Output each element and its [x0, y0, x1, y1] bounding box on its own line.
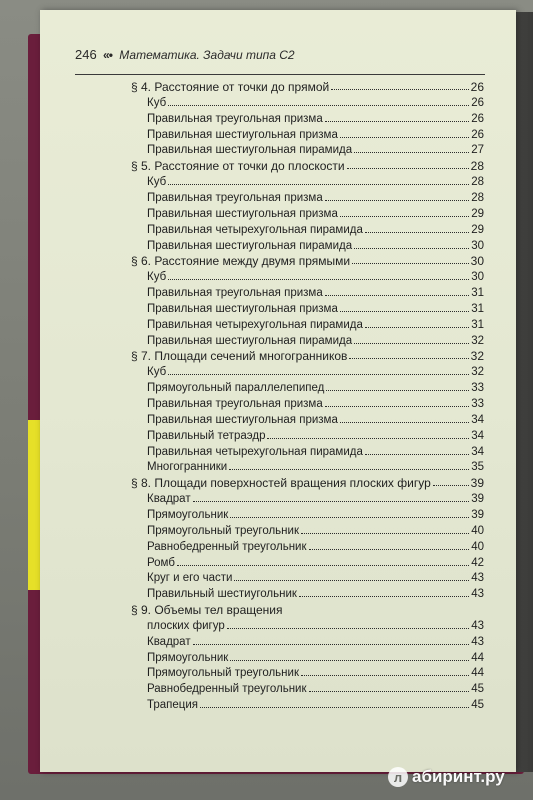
toc-entry-title: Квадрат	[147, 493, 191, 506]
toc-entry-title: Правильная треугольная призма	[147, 112, 323, 125]
toc-entry	[147, 697, 484, 713]
toc-page-number: 30	[470, 254, 484, 269]
book-title: Математика. Задачи типа С2	[119, 48, 295, 62]
toc-entry-title: Трапеция	[147, 699, 199, 712]
watermark-text: абиринт.ру	[412, 767, 505, 786]
toc-page-number: 44	[471, 667, 484, 680]
dot-leader	[267, 428, 469, 439]
toc-page-number: 27	[471, 144, 484, 157]
toc-entry	[147, 618, 484, 634]
toc-page-number: 30	[471, 239, 484, 252]
toc-entry-title: Прямоугольный треугольник	[147, 524, 299, 537]
toc-entry-title: Куб	[147, 176, 167, 189]
toc-entry	[147, 665, 484, 681]
toc-entry	[147, 301, 484, 317]
dot-leader	[340, 301, 469, 312]
toc-entry	[147, 523, 484, 539]
toc-page-number: 45	[471, 683, 484, 696]
toc-entry-title: § 7. Площади сечений многогранников	[131, 349, 348, 364]
dot-leader	[325, 285, 469, 296]
toc-entry-title: Правильная шестиугольная призма	[147, 128, 338, 141]
toc-entry-title: Правильная шестиугольная призма	[147, 302, 338, 315]
dot-leader	[331, 79, 468, 90]
toc-entry-title: Прямоугольник	[147, 508, 229, 521]
toc-page-number: 43	[471, 588, 484, 601]
dot-leader	[168, 364, 469, 375]
toc-entry-title: Правильная треугольная призма	[147, 191, 323, 204]
dot-leader	[200, 697, 469, 708]
toc-entry	[147, 586, 484, 602]
toc-entry-title: § 9. Объемы тел вращения	[131, 603, 283, 618]
toc-entry	[147, 285, 484, 301]
toc-entry	[147, 364, 484, 380]
dot-leader	[349, 348, 468, 359]
toc-section	[131, 348, 484, 364]
toc-entry	[147, 206, 484, 222]
dot-leader	[365, 317, 469, 328]
toc-entry	[147, 491, 484, 507]
toc-entry-title: § 8. Площади поверхностей вращения плоских фигур	[131, 476, 431, 491]
toc-page-number: 30	[471, 271, 484, 284]
toc-entry-title: Правильная треугольная призма	[147, 287, 323, 300]
toc-entry-title: Правильная шестиугольная призма	[147, 207, 338, 220]
dot-leader	[230, 650, 469, 661]
toc-entry-title: Равнобедренный треугольник	[147, 683, 307, 696]
toc-entry-title: Правильная треугольная призма	[147, 398, 323, 410]
toc-entry	[147, 650, 484, 666]
toc-page-number: 33	[471, 398, 484, 410]
dot-leader	[352, 253, 469, 264]
toc-page-number: 43	[471, 635, 484, 648]
toc-page-number: 40	[471, 524, 484, 537]
toc-page-number: 28	[471, 176, 484, 189]
dot-leader	[340, 412, 469, 423]
toc-page-number: 39	[471, 508, 484, 521]
toc-entry-title: Многогранники	[147, 461, 228, 474]
toc-page-number: 31	[471, 287, 484, 300]
toc-page-number: 28	[471, 191, 484, 204]
toc-entry-title: Квадрат	[147, 635, 191, 648]
toc-section	[131, 253, 484, 269]
labirint-logo-icon: л	[388, 767, 408, 787]
toc-entry	[147, 238, 484, 254]
toc-entry	[147, 412, 484, 428]
toc-entry-title: § 6. Расстояние между двумя прямыми	[131, 254, 351, 269]
toc-entry	[147, 634, 484, 650]
toc-entry-title: Правильная шестиугольная пирамида	[147, 334, 353, 347]
dot-leader	[193, 491, 470, 502]
toc-section	[131, 79, 484, 95]
toc-page-number: 26	[471, 96, 484, 109]
toc-entry-title: Ромб	[147, 556, 175, 569]
toc-entry	[147, 380, 484, 396]
toc-page-number: 35	[471, 461, 484, 474]
dot-leader	[325, 190, 469, 201]
dot-leader	[168, 269, 469, 280]
toc-entry	[147, 222, 484, 238]
dot-leader	[227, 618, 469, 629]
toc-page-number: 33	[471, 382, 484, 395]
toc-entry-title: Куб	[147, 271, 167, 284]
watermark	[388, 764, 505, 790]
toc-entry-title: Правильная шестиугольная пирамида	[147, 239, 353, 252]
dot-leader	[354, 333, 469, 344]
toc-entry	[147, 95, 484, 111]
dot-leader	[177, 555, 469, 566]
toc-entry	[147, 459, 484, 475]
toc-entry-title: Круг и его части	[147, 572, 233, 585]
toc-page-number: 32	[471, 334, 484, 347]
toc-entry	[147, 111, 484, 127]
toc-page-number: 44	[471, 651, 484, 664]
toc-entry-title: Правильная четырехугольная пирамида	[147, 445, 363, 458]
dot-leader	[365, 444, 469, 455]
toc-page-number: 29	[471, 223, 484, 236]
toc-entry-title: Правильная шестиугольная призма	[147, 413, 338, 426]
toc-page-number: 32	[471, 366, 484, 379]
toc-page-number: 34	[471, 445, 484, 458]
toc-entry	[147, 444, 484, 460]
toc-entry	[147, 333, 484, 349]
toc-entry-title: § 4. Расстояние от точки до прямой	[131, 80, 330, 94]
toc-page-number: 39	[470, 476, 484, 491]
toc-section	[131, 475, 484, 491]
toc-page-number: 42	[471, 556, 484, 569]
dot-leader	[433, 475, 469, 486]
dot-leader	[230, 507, 469, 518]
toc-entry-title: Правильный тетраэдр	[147, 429, 266, 442]
toc-page-number: 39	[471, 493, 484, 506]
toc-entry-title: § 5. Расстояние от точки до плоскости	[131, 159, 345, 174]
dot-leader	[309, 681, 470, 692]
toc-entry	[147, 174, 484, 190]
dot-leader	[229, 459, 469, 470]
toc-entry	[147, 555, 484, 571]
toc-page-number: 26	[471, 112, 484, 125]
toc-entry	[147, 142, 484, 158]
dot-leader	[193, 634, 470, 645]
toc-entry	[147, 127, 484, 143]
header-mark: «•	[103, 48, 112, 62]
toc-entry-title: Правильная четырехугольная пирамида	[147, 223, 363, 236]
dot-leader	[309, 539, 470, 550]
dot-leader	[325, 396, 469, 407]
toc-page-number: 40	[471, 540, 484, 553]
toc-page-number: 31	[471, 302, 484, 315]
dot-leader	[168, 95, 469, 106]
toc-entry-title: Куб	[147, 96, 167, 109]
dot-leader	[354, 142, 469, 153]
toc-entry	[147, 570, 484, 586]
toc-entry	[147, 507, 484, 523]
dot-leader	[340, 127, 469, 138]
toc-entry	[147, 428, 484, 444]
toc-page-number: 26	[470, 80, 484, 94]
toc-entry-title: Куб	[147, 366, 167, 379]
dot-leader	[168, 174, 469, 185]
toc-entry-title: Равнобедренный треугольник	[147, 540, 307, 553]
dot-leader	[301, 523, 469, 534]
toc-entry-title: Прямоугольник	[147, 651, 229, 664]
toc-page-number: 45	[471, 699, 484, 712]
toc-page-number: 29	[471, 207, 484, 220]
toc-entry	[147, 317, 484, 333]
toc-entry	[147, 190, 484, 206]
toc-page-number: 43	[471, 619, 484, 632]
dot-leader	[299, 586, 469, 597]
dot-leader	[347, 158, 469, 169]
toc-entry	[147, 269, 484, 285]
toc-page-number: 32	[470, 349, 484, 364]
dot-leader	[301, 665, 469, 676]
toc-entry-title: Прямоугольный параллелепипед	[147, 382, 325, 395]
dot-leader	[325, 111, 469, 122]
page-number: 246	[75, 47, 97, 62]
toc-section	[131, 602, 484, 618]
dot-leader	[326, 380, 469, 391]
toc-entry	[147, 539, 484, 555]
toc-page-number: 26	[471, 128, 484, 141]
toc-page-number: 34	[471, 413, 484, 426]
dot-leader	[354, 238, 469, 249]
toc-entry-title: Прямоугольный треугольник	[147, 667, 299, 680]
dot-leader	[365, 222, 469, 233]
toc-entry	[147, 681, 484, 697]
toc-entry-title: Правильная четырехугольная пирамида	[147, 318, 363, 331]
dot-leader	[340, 206, 469, 217]
toc-page-number: 43	[471, 572, 484, 585]
toc-entry-title: Правильный шестиугольник	[147, 588, 297, 601]
toc-entry-title: Правильная шестиугольная пирамида	[147, 144, 353, 157]
toc-page-number: 31	[471, 318, 484, 331]
toc-section	[131, 158, 484, 174]
toc-page-number: 28	[470, 159, 484, 174]
toc-entry-title: плоских фигур	[147, 619, 225, 632]
dot-leader	[234, 570, 469, 581]
toc-entry	[147, 396, 484, 412]
toc-page-number: 34	[471, 429, 484, 442]
